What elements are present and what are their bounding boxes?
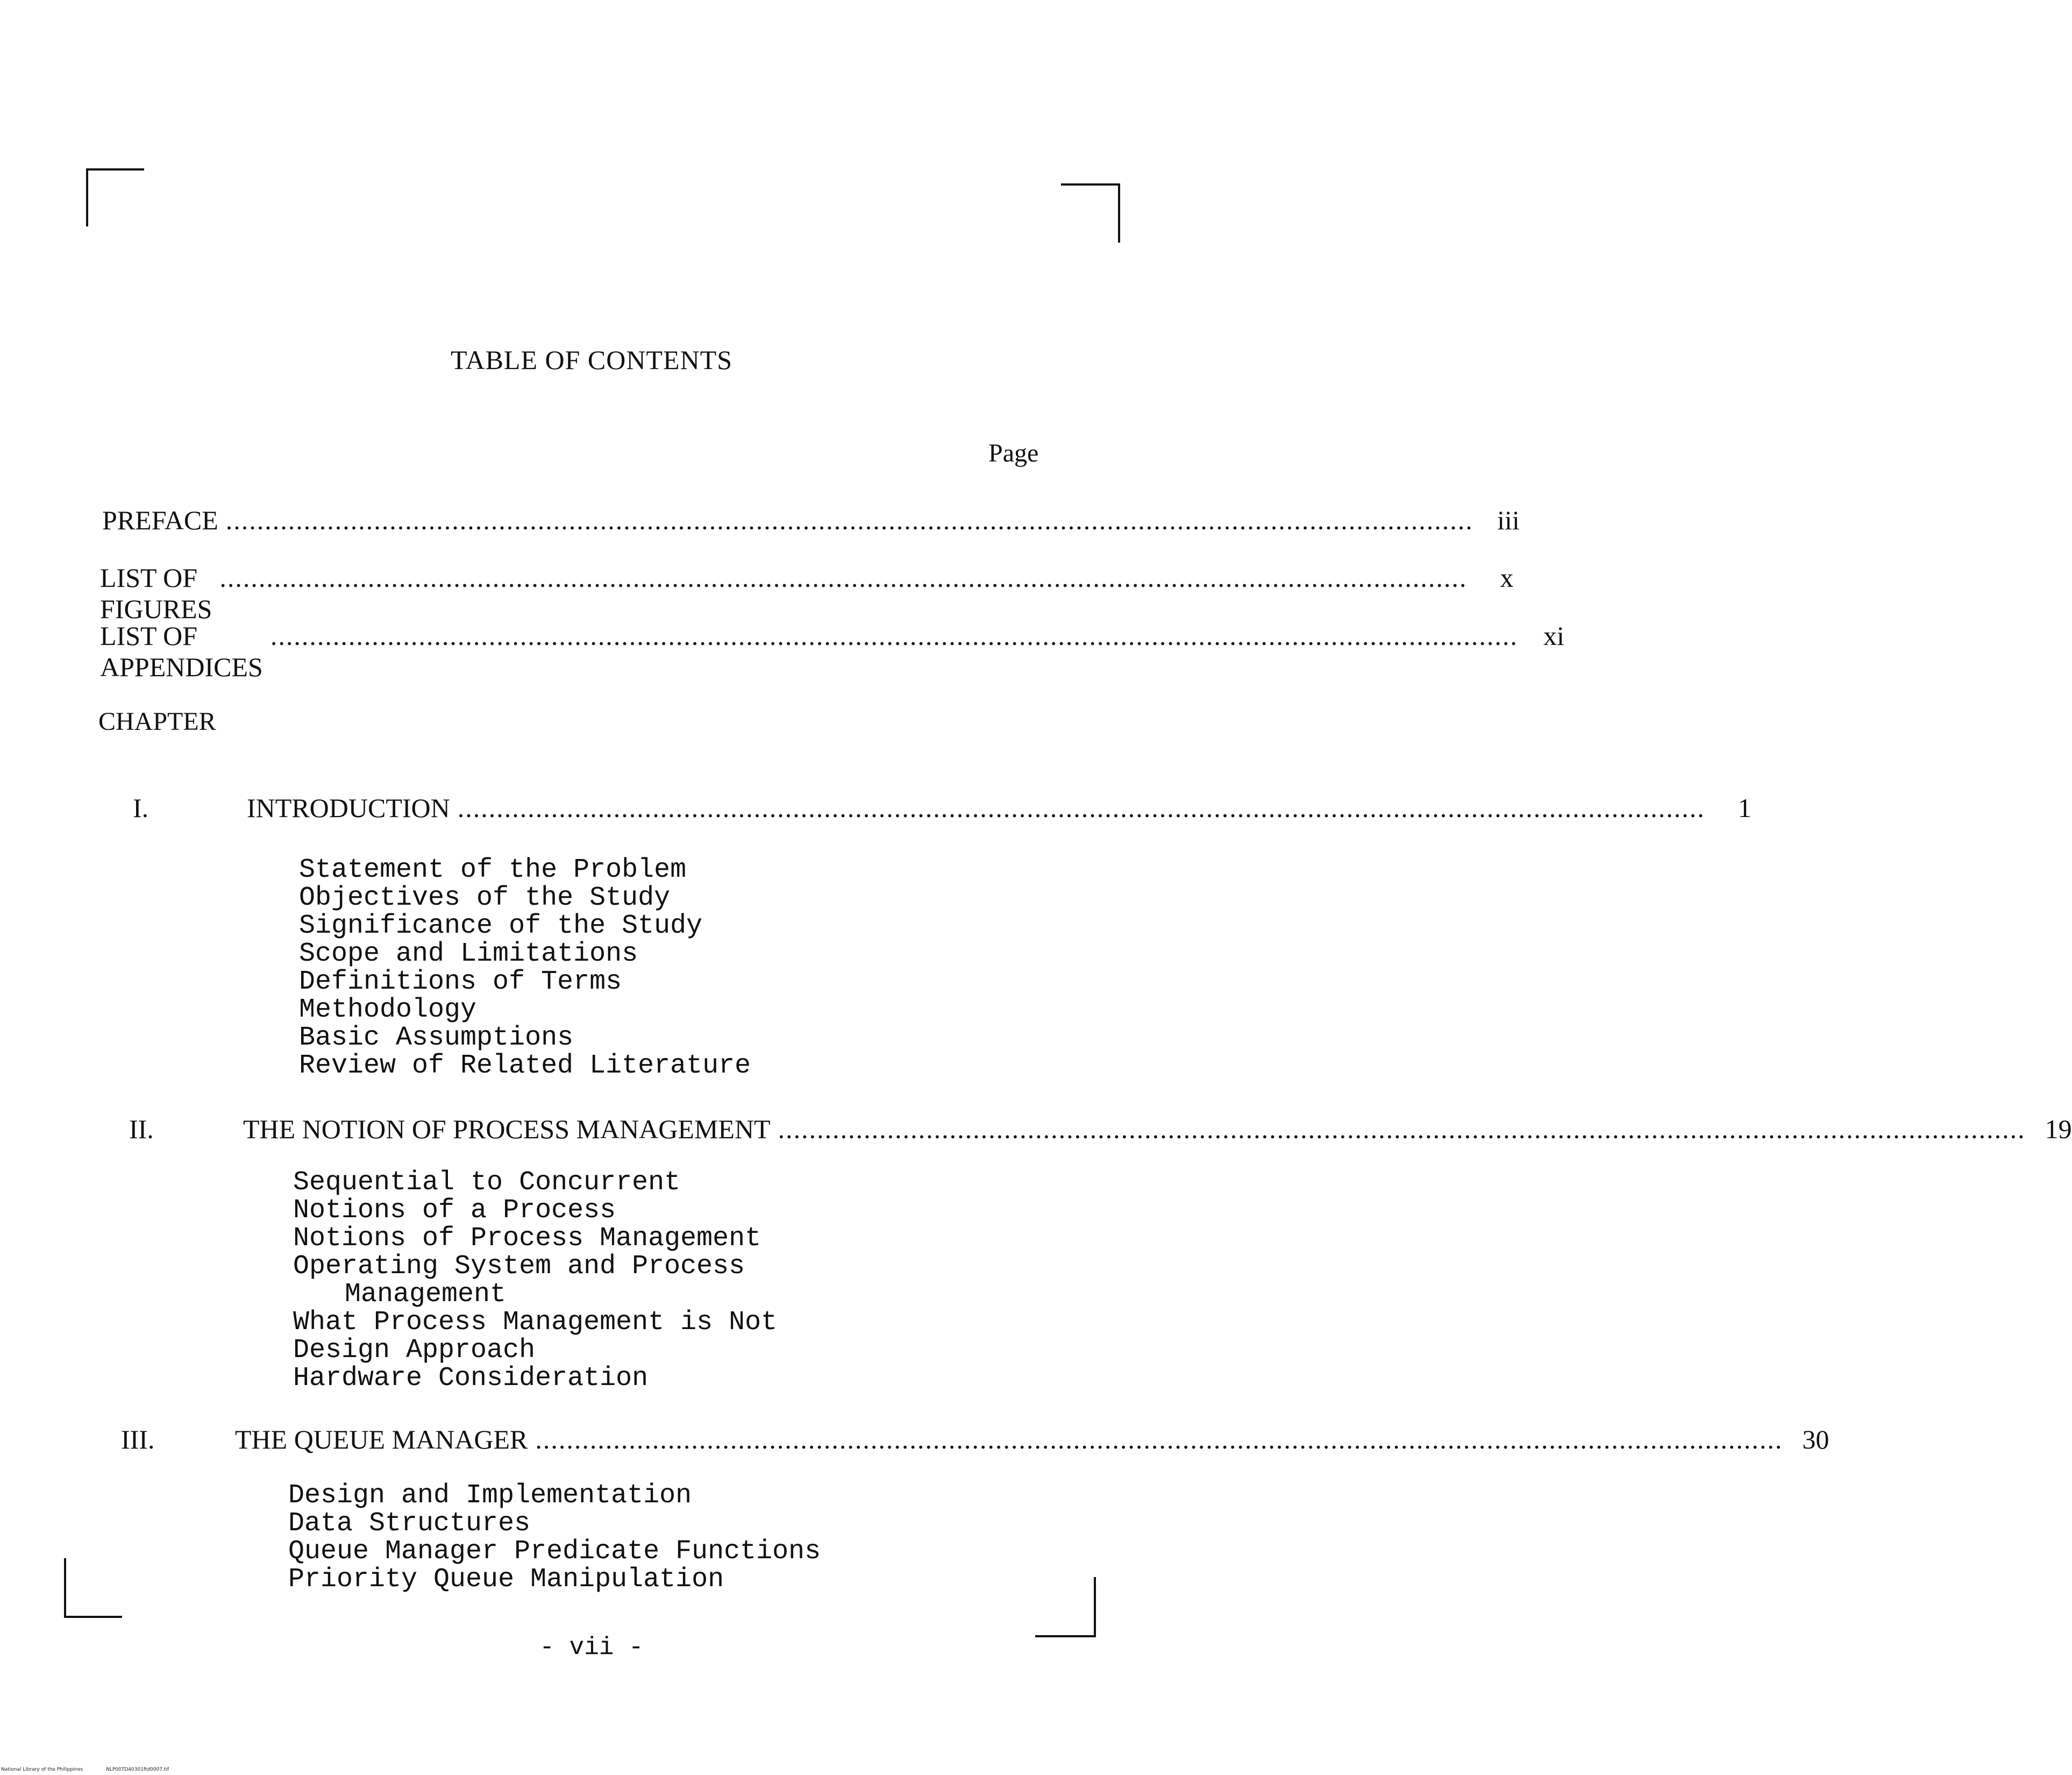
dot-leader: ................................................................................................................................................................ bbox=[457, 793, 1705, 823]
dot-leader: ................................................................................................................................................................ bbox=[225, 505, 1473, 535]
dot-leader: ................................................................................................................................................................ bbox=[535, 1424, 1783, 1454]
section-item[interactable]: Design and Implementation bbox=[288, 1480, 692, 1511]
chapter-3-sections bbox=[288, 1482, 821, 1594]
chapter-heading: CHAPTER bbox=[98, 707, 216, 736]
page-number: - vii - bbox=[539, 1634, 644, 1662]
chapter-title: INTRODUCTION bbox=[247, 793, 450, 823]
section-item[interactable]: Priority Queue Manipulation bbox=[288, 1564, 724, 1595]
section-item[interactable]: Hardware Consideration bbox=[293, 1363, 649, 1394]
chapter-page: 30 bbox=[1802, 1424, 1829, 1454]
section-item[interactable]: Scope and Limitations bbox=[299, 939, 638, 969]
section-item[interactable]: Sequential to Concurrent bbox=[293, 1167, 681, 1198]
section-item[interactable]: Basic Assumptions bbox=[299, 1023, 574, 1053]
page-title: TABLE OF CONTENTS bbox=[450, 345, 733, 375]
toc-entry-page: x bbox=[1500, 563, 1514, 593]
crop-mark-bottom-left bbox=[64, 1558, 122, 1618]
section-item[interactable]: Methodology bbox=[299, 995, 477, 1025]
section-item[interactable]: Definitions of Terms bbox=[299, 967, 622, 997]
chapter-number: II. bbox=[129, 1114, 154, 1144]
chapter-2-sections bbox=[293, 1169, 777, 1393]
crop-mark-top-left bbox=[86, 168, 144, 226]
section-item[interactable]: Notions of Process Management bbox=[293, 1223, 761, 1254]
section-item[interactable]: Notions of a Process bbox=[293, 1195, 616, 1226]
chapter-title: THE QUEUE MANAGER bbox=[235, 1424, 528, 1454]
footer-file: NLP00TD40301ftd0007.tif bbox=[106, 1767, 169, 1772]
section-item[interactable]: Operating System and Process bbox=[293, 1251, 745, 1282]
section-item[interactable]: Data Structures bbox=[288, 1508, 531, 1539]
toc-entry-preface[interactable] bbox=[102, 505, 1520, 536]
section-item-continuation[interactable]: Management bbox=[345, 1279, 507, 1310]
toc-entry-list-of-figures[interactable] bbox=[100, 562, 1514, 624]
section-item[interactable]: Review of Related Literature bbox=[299, 1050, 751, 1081]
crop-mark-top-right bbox=[1061, 183, 1120, 243]
chapter-page: 19 bbox=[2045, 1114, 2072, 1144]
section-item[interactable]: Objectives of the Study bbox=[299, 883, 671, 913]
toc-chapter-3[interactable] bbox=[121, 1424, 1829, 1455]
chapter-page: 1 bbox=[1738, 793, 1751, 823]
dot-leader: ................................................................................................................................................................ bbox=[219, 563, 1468, 593]
scan-footer bbox=[1, 1767, 190, 1772]
section-item[interactable]: Queue Manager Predicate Functions bbox=[288, 1536, 821, 1567]
toc-entry-page: iii bbox=[1497, 505, 1520, 535]
page-column-header: Page bbox=[988, 439, 1039, 467]
toc-entry-label: LIST OF APPENDICES bbox=[100, 621, 263, 682]
section-item[interactable]: Design Approach bbox=[293, 1335, 536, 1366]
chapter-title: THE NOTION OF PROCESS MANAGEMENT bbox=[243, 1114, 771, 1144]
toc-entry-label: LIST OF FIGURES bbox=[100, 563, 212, 624]
section-item[interactable]: What Process Management is Not bbox=[293, 1307, 778, 1338]
chapter-1-sections bbox=[299, 856, 751, 1080]
dot-leader: ................................................................................................................................................................ bbox=[270, 621, 1518, 651]
section-item[interactable]: Statement of the Problem bbox=[299, 855, 687, 885]
section-item[interactable]: Significance of the Study bbox=[299, 911, 703, 941]
toc-entry-page: xi bbox=[1543, 621, 1564, 651]
toc-entry-list-of-appendices[interactable] bbox=[100, 620, 1564, 683]
toc-chapter-2[interactable] bbox=[129, 1113, 2072, 1145]
toc-entry-label: PREFACE bbox=[102, 505, 218, 535]
toc-chapter-1[interactable] bbox=[133, 792, 1751, 823]
dot-leader: ................................................................................................................................................................ bbox=[778, 1114, 2026, 1144]
chapter-number: III. bbox=[121, 1424, 155, 1454]
crop-mark-bottom-right bbox=[1035, 1577, 1096, 1637]
chapter-number: I. bbox=[133, 793, 149, 823]
footer-library: National Library of the Philippines bbox=[1, 1767, 83, 1772]
